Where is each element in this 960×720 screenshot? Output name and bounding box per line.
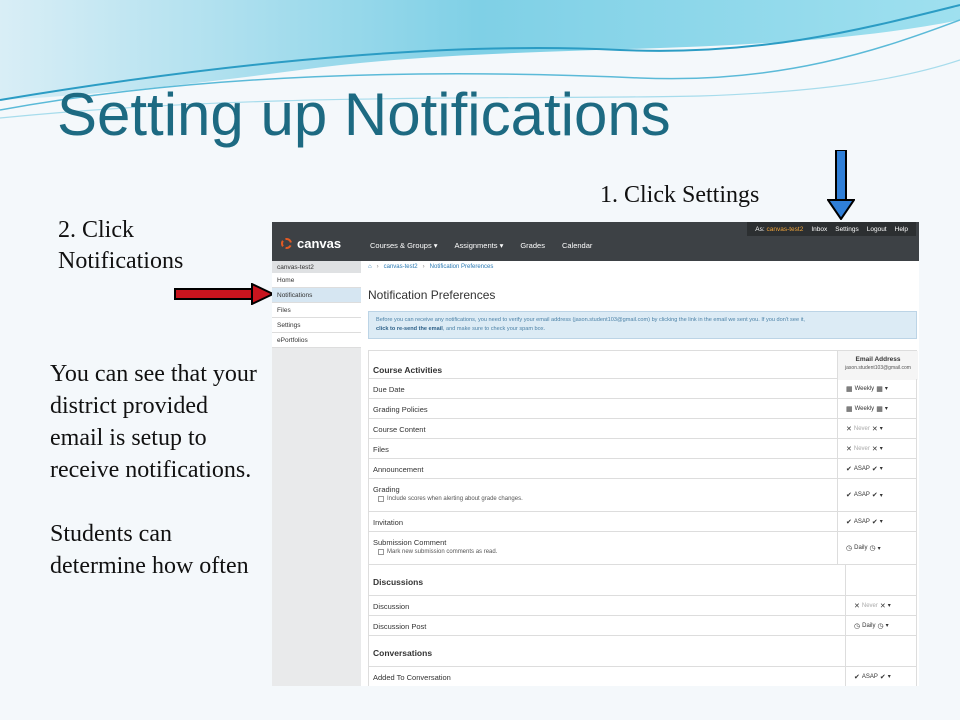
user-name[interactable]: canvas-test2	[766, 225, 804, 233]
alert-tail: , and make sure to check your spam box.	[442, 326, 546, 332]
breadcrumb-separator: ›	[422, 264, 425, 270]
check-icon: ✔	[879, 673, 886, 681]
section-header	[368, 636, 917, 667]
calendar-icon: ▦	[876, 385, 883, 393]
home-icon[interactable]: ⌂	[368, 264, 372, 270]
calendar-icon: ▦	[876, 405, 883, 413]
verify-email-alert	[368, 311, 917, 339]
notification-row	[368, 616, 917, 636]
body-paragraph: You can see that your district provided email is setup to receive notifications.	[50, 361, 257, 483]
chevron-down-icon[interactable]: ▾	[877, 545, 881, 552]
note-click-settings: 1. Click Settings	[600, 182, 760, 208]
checkbox[interactable]	[378, 549, 384, 555]
help-link[interactable]: Help	[894, 225, 908, 233]
notification-row	[368, 532, 917, 565]
section-title: Course Activities	[373, 365, 443, 375]
frequency-cell[interactable]	[837, 379, 918, 398]
section-header-column	[845, 636, 918, 666]
body-paragraph: Students can determine how often	[50, 521, 249, 579]
column-email: jason.student103@gmail.com	[845, 365, 911, 371]
sidebar-course-name: canvas-test2	[272, 261, 361, 273]
sidebar-item-files[interactable]: Files	[272, 303, 361, 318]
frequency-value: Daily	[854, 545, 868, 551]
frequency-value: Weekly	[854, 405, 875, 412]
top-bar	[272, 222, 919, 261]
frequency-value: Never	[853, 445, 870, 452]
notification-label: Submission Comment	[373, 538, 447, 547]
notification-label: Due Date	[373, 385, 405, 394]
frequency-cell[interactable]	[837, 479, 918, 511]
frequency-value: Never	[861, 602, 878, 609]
notification-label: Files	[373, 445, 389, 454]
resend-email-link[interactable]: click to re-send the email	[376, 326, 443, 332]
check-icon: ✔	[846, 492, 852, 499]
breadcrumb-current[interactable]: Notification Preferences	[429, 264, 494, 270]
alert-text: Before you can receive any notifications, you need to verify your email address (jason.student103@gmail.com) by clicking the link in the email we sent you. If you don't see it,	[376, 317, 805, 323]
nav-assignments[interactable]: Assignments ▾	[454, 241, 504, 250]
frequency-cell[interactable]	[837, 419, 918, 438]
chevron-down-icon[interactable]: ▾	[887, 603, 891, 609]
x-icon: ✕	[854, 602, 860, 610]
x-icon: ✕	[879, 602, 886, 610]
frequency-cell[interactable]	[837, 439, 918, 458]
logo-text: canvas	[297, 236, 342, 251]
email-column-header	[837, 351, 918, 380]
notification-label: Added To Conversation	[373, 673, 451, 682]
check-icon: ✔	[871, 518, 878, 526]
check-icon: ✔	[871, 492, 878, 499]
sidebar-item-eportfolios[interactable]: ePortfolios	[272, 333, 361, 348]
check-icon: ✔	[846, 518, 852, 526]
frequency-cell[interactable]	[845, 667, 918, 686]
page-title: Notification Preferences	[368, 288, 496, 302]
notification-row	[368, 439, 917, 459]
note-click-notifications: 2. Click Notifications	[58, 217, 184, 274]
notification-row	[368, 596, 917, 616]
notification-label: Invitation	[373, 518, 404, 527]
notification-table	[368, 350, 917, 686]
frequency-value: ASAP	[861, 673, 878, 680]
notification-row	[368, 379, 917, 399]
frequency-value: ASAP	[853, 492, 870, 498]
column-title: Email Address	[855, 356, 901, 363]
frequency-cell[interactable]	[837, 399, 918, 418]
clock-icon: ◷	[846, 545, 853, 552]
notification-option[interactable]	[378, 549, 497, 555]
frequency-value: ASAP	[853, 465, 870, 472]
chevron-down-icon[interactable]: ▾	[884, 406, 888, 412]
notification-row	[368, 399, 917, 419]
check-icon: ✔	[846, 465, 852, 473]
breadcrumb	[368, 264, 493, 270]
frequency-cell[interactable]	[837, 459, 918, 478]
sidebar	[272, 261, 361, 686]
chevron-down-icon[interactable]: ▾	[879, 492, 883, 499]
chevron-down-icon[interactable]: ▾	[885, 623, 889, 629]
check-icon: ✔	[854, 673, 860, 681]
canvas-logo[interactable]	[281, 236, 341, 251]
notification-label: Course Content	[373, 425, 426, 434]
x-icon: ✕	[846, 425, 852, 433]
slide-title: Setting up Notifications	[57, 81, 671, 148]
slide-body-text	[50, 358, 265, 614]
calendar-icon: ▦	[846, 385, 853, 393]
sidebar-item-notifications[interactable]: Notifications	[272, 288, 361, 303]
clock-icon: ◷	[877, 622, 884, 630]
section-header	[368, 350, 917, 379]
chevron-down-icon[interactable]: ▾	[887, 674, 891, 680]
clock-icon: ◷	[869, 545, 876, 552]
notification-label: Grading	[373, 485, 400, 494]
frequency-value: Never	[853, 425, 870, 432]
notification-row	[368, 512, 917, 532]
notification-row	[368, 479, 917, 512]
x-icon: ✕	[871, 445, 878, 453]
sidebar-item-home[interactable]: Home	[272, 273, 361, 288]
check-icon: ✔	[871, 465, 878, 473]
frequency-cell[interactable]	[845, 596, 918, 615]
frequency-value: Daily	[862, 622, 876, 629]
section-header-column	[845, 565, 918, 595]
chevron-down-icon[interactable]: ▾	[879, 519, 883, 525]
notification-label: Discussion	[373, 602, 410, 611]
user-prefix: As:	[755, 225, 765, 233]
clock-icon: ◷	[854, 622, 861, 630]
user-label	[755, 226, 803, 233]
frequency-cell[interactable]	[837, 512, 918, 531]
canvas-logo-icon	[281, 238, 292, 249]
sidebar-item-settings[interactable]: Settings	[272, 318, 361, 333]
user-nav	[747, 222, 916, 236]
frequency-value: ASAP	[853, 518, 870, 525]
frequency-cell[interactable]	[845, 616, 918, 635]
notification-label: Discussion Post	[373, 622, 427, 631]
nav-calendar[interactable]: Calendar	[561, 241, 593, 250]
section-header	[368, 565, 917, 596]
notification-option[interactable]	[378, 496, 523, 502]
frequency-value: Weekly	[854, 385, 875, 392]
section-title: Conversations	[373, 648, 433, 658]
chevron-down-icon[interactable]: ▾	[879, 446, 883, 452]
settings-link[interactable]: Settings	[835, 225, 859, 233]
nav-courses-groups[interactable]: Courses & Groups ▾	[370, 241, 438, 250]
checkbox[interactable]	[378, 496, 384, 502]
calendar-icon: ▦	[846, 405, 853, 413]
notification-label: Grading Policies	[373, 405, 428, 414]
breadcrumb-course[interactable]: canvas-test2	[383, 264, 418, 270]
option-label: Mark new submission comments as read.	[387, 549, 498, 555]
arrow-down-icon	[827, 150, 855, 220]
section-title: Discussions	[373, 577, 424, 587]
notification-row	[368, 667, 917, 686]
logout-link[interactable]: Logout	[866, 225, 887, 233]
inbox-link[interactable]: Inbox	[811, 225, 828, 233]
breadcrumb-separator: ›	[376, 264, 379, 270]
arrow-right-icon	[174, 283, 274, 305]
canvas-screenshot	[272, 222, 919, 686]
x-icon: ✕	[846, 445, 852, 453]
chevron-down-icon[interactable]: ▾	[879, 466, 883, 472]
frequency-cell[interactable]	[837, 532, 918, 564]
x-icon: ✕	[871, 425, 878, 433]
chevron-down-icon[interactable]: ▾	[884, 386, 888, 392]
option-label: Include scores when alerting about grade changes.	[387, 496, 523, 502]
chevron-down-icon[interactable]: ▾	[879, 426, 883, 432]
notification-row	[368, 419, 917, 439]
nav-grades[interactable]: Grades	[520, 241, 545, 250]
notification-row	[368, 459, 917, 479]
main-nav	[370, 241, 592, 250]
notification-label: Announcement	[373, 465, 424, 474]
